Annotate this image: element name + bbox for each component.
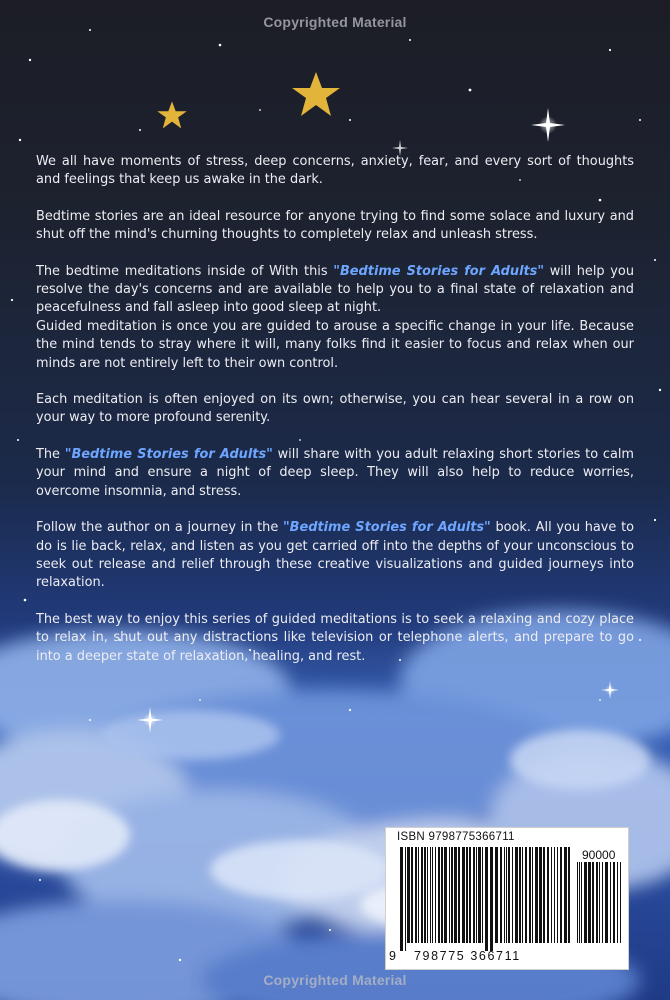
barcode-bar — [515, 847, 518, 943]
barcode-bar — [535, 847, 538, 943]
barcode-bar — [596, 862, 598, 943]
barcode-bar — [543, 847, 545, 943]
barcode-bar — [407, 847, 410, 943]
copyright-watermark-top: Copyrighted Material — [263, 14, 407, 30]
barcode-bar — [532, 847, 533, 943]
barcode-bar — [454, 847, 457, 943]
barcode-bar — [620, 862, 621, 943]
barcode-bar — [473, 847, 475, 943]
barcode-bar — [522, 847, 523, 943]
paragraph — [36, 519, 634, 593]
barcode-bar — [405, 847, 406, 951]
paragraph-text: The best way to enjoy this series of guided meditations is to seek a relaxing and cozy place to relax in, shut out any distractions like television or telephone alerts, and prepare to go into a deeper state of relaxation, healing, and rest. — [36, 611, 634, 664]
barcode-bar — [435, 847, 436, 943]
barcode-bar — [577, 862, 578, 943]
barcode-bar — [430, 847, 431, 943]
paragraph — [36, 263, 634, 318]
paragraph — [36, 208, 634, 245]
barcode-bar — [490, 847, 493, 951]
paragraph-text: will share with you adult relaxing short stories to calm your mind and ensure a night of deep sleep. They will also help to reduce worries, overcome insomnia, and stress. — [36, 446, 634, 499]
paragraph — [36, 318, 634, 373]
barcode-bar — [478, 847, 481, 943]
gold-star-small-icon — [156, 100, 188, 131]
barcode-bar — [539, 847, 542, 943]
barcode-bar — [421, 847, 423, 943]
paragraph-text: Bedtime stories are an ideal resource for anyone trying to find some solace and luxury and shut off the mind's churning thoughts to completely relax and unleash stress. — [36, 208, 634, 243]
paragraph-text: will help you resolve the day's concerns and are available to help you to a final state of relaxation and peacefulness and fall asleep into good sleep at night. — [36, 263, 634, 316]
price-code: 90000 — [582, 848, 616, 862]
book-title-highlight: "Bedtime Stories for Adults" — [64, 446, 273, 462]
barcode-digit-groups: 798775 366711 — [414, 949, 521, 963]
barcode-bar — [529, 847, 531, 943]
description-text — [36, 153, 634, 684]
paragraph — [36, 153, 634, 190]
barcode-bar — [427, 847, 428, 943]
barcode-bar — [500, 847, 502, 943]
book-title-highlight: "Bedtime Stories for Adults" — [282, 520, 491, 536]
barcode-bar — [441, 847, 443, 943]
barcode-bar — [560, 847, 562, 943]
barcode-bar — [469, 847, 471, 943]
paragraph-text: Each meditation is often enjoyed on its own; otherwise, you can hear several in a row on your way to more profound serenity. — [36, 392, 634, 426]
barcode-bar — [519, 847, 521, 943]
barcode-bar — [458, 847, 460, 943]
barcode-bar — [592, 862, 594, 943]
barcode-bar — [504, 847, 505, 943]
isbn-label: ISBN 9798775366711 — [397, 831, 515, 843]
paragraph-text: We all have moments of stress, deep concerns, anxiety, fear, and every sort of thoughts and feelings that keep us awake in the dark. — [36, 154, 634, 188]
paragraph-text: The — [36, 446, 65, 462]
paragraph-text: The bedtime meditations inside of With this — [36, 263, 334, 279]
barcode-bar — [613, 862, 615, 943]
barcode-bar — [415, 847, 417, 943]
barcode-bar — [418, 847, 419, 943]
barcode-bar — [482, 847, 483, 943]
sparkle-icon — [531, 108, 565, 142]
barcode-bar — [432, 847, 433, 943]
paragraph-text: book. All you have to do is lie back, relax, and listen as you get carried off into the depths of your unconscious to seek out release and relief through these creative visualizations and guided journeys into relaxation. — [36, 520, 635, 591]
barcode-bar — [617, 862, 618, 943]
barcode-bar — [506, 847, 507, 943]
barcode-bar — [508, 847, 510, 943]
barcode-bar — [564, 847, 567, 943]
barcode-bar — [588, 862, 591, 943]
barcode-bar — [554, 847, 555, 943]
barcode-bar — [525, 847, 527, 943]
barcode-bar — [551, 847, 552, 943]
barcode-bar — [444, 847, 447, 943]
barcode-bar — [599, 862, 600, 943]
barcode-bar — [605, 862, 608, 943]
barcode-bar — [411, 847, 413, 943]
paragraph — [36, 611, 634, 666]
paragraph-text: Guided meditation is once you are guided to arouse a specific change in your life. Because the mind tends to stray where it will, many folks find it easier to focus and relax when our minds are not entirely left to their own control. — [36, 318, 634, 371]
ean-barcode-bars — [400, 847, 572, 951]
barcode-bar — [466, 847, 468, 943]
barcode-bar — [579, 862, 580, 943]
price-addon-barcode-bars — [577, 862, 623, 951]
barcode-bar — [438, 847, 440, 943]
paragraph — [36, 446, 634, 501]
barcode-bar — [495, 847, 498, 943]
barcode-first-digit: 9 — [389, 949, 396, 963]
barcode-bar — [485, 847, 488, 951]
book-title-highlight: "Bedtime Stories for Adults" — [333, 263, 545, 279]
paragraph-text: Follow the author on a journey in the — [36, 520, 283, 536]
barcode-bar — [557, 847, 558, 943]
barcode-bar — [602, 862, 603, 943]
barcode-bar — [424, 847, 426, 943]
barcode-bar — [451, 847, 453, 943]
barcode-bar — [476, 847, 477, 943]
barcode-bar — [449, 847, 450, 943]
isbn-barcode — [385, 827, 629, 970]
barcode-bar — [547, 847, 549, 943]
barcode-bar — [581, 862, 582, 943]
barcode-bar — [400, 847, 403, 951]
barcode-bar — [584, 862, 587, 943]
barcode-bar — [568, 847, 570, 943]
barcode-bar — [462, 847, 465, 943]
copyright-watermark-bottom: Copyrighted Material — [263, 972, 407, 988]
gold-star-large-icon — [290, 70, 342, 120]
paragraph — [36, 391, 634, 428]
barcode-bar — [512, 847, 513, 943]
barcode-bar — [610, 862, 611, 943]
